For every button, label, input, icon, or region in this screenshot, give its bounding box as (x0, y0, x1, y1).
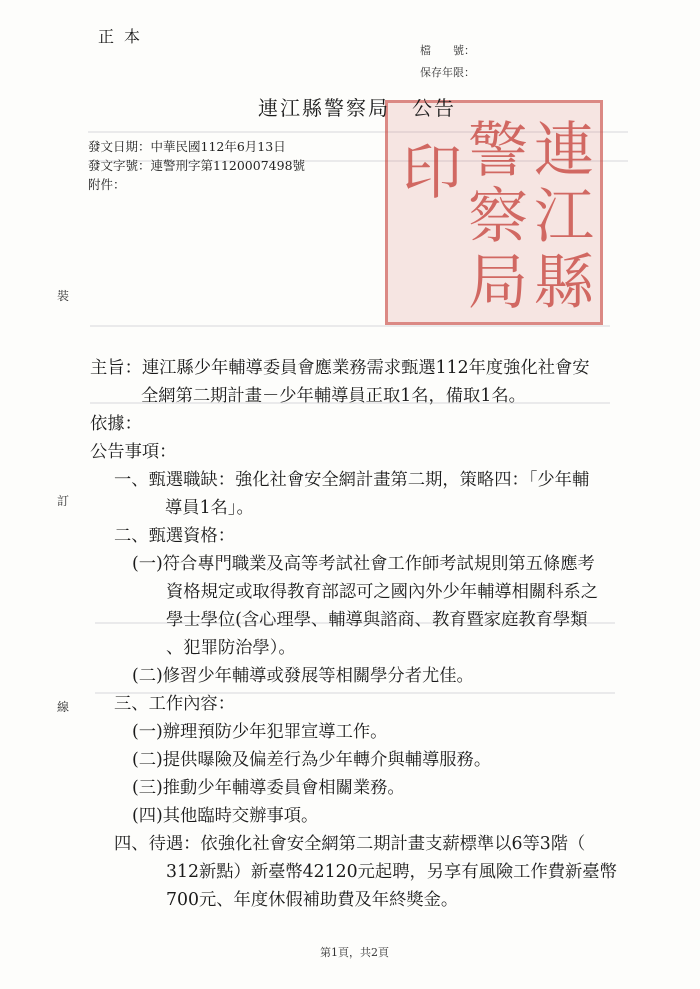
qualification-item: (一)符合專門職業及高等考試社會工作師考試規則第五條應考 (132, 554, 595, 574)
seal-glyph: 印 (402, 138, 462, 208)
binding-mark: 線 (57, 700, 70, 714)
dispatch-number: 發文字號：連警刑字第1120007498號 (88, 158, 306, 173)
compensation-cont: 700元、年度休假補助費及年終獎金。 (166, 890, 459, 910)
official-seal-stamp (385, 100, 603, 325)
bleed-through-line (90, 325, 610, 327)
retention-period-label: 保存年限： (420, 66, 475, 79)
attachment-label: 附件： (88, 177, 126, 192)
duty-item: (四)其他臨時交辦事項。 (132, 806, 319, 826)
duty-item: (一)辦理預防少年犯罪宣導工作。 (132, 722, 388, 742)
compensation-cont: 312新點）新臺幣42120元起聘，另享有風險工作費新臺幣 (166, 862, 617, 882)
section-compensation: 四、待遇：依強化社會安全網第二期計畫支薪標準以6等3階（ (114, 834, 586, 854)
document-title: 連江縣警察局 公告 (258, 96, 456, 120)
dispatch-date: 發文日期：中華民國112年6月13日 (88, 139, 286, 154)
binding-mark: 裝 (57, 289, 70, 303)
seal-glyph: 局 (468, 248, 528, 318)
binding-mark: 訂 (57, 494, 70, 508)
duty-item: (二)提供曝險及偏差行為少年轉介與輔導服務。 (132, 750, 492, 770)
seal-glyph: 連 (534, 116, 594, 186)
notice-heading: 公告事項： (90, 442, 177, 462)
seal-glyph: 察 (468, 182, 528, 252)
section-qualifications: 二、甄選資格： (114, 526, 235, 546)
qualification-item-cont: 學士學位(含心理學、輔導與諮商、教育暨家庭教育學類 (166, 610, 588, 630)
section-duties: 三、工作內容： (114, 694, 235, 714)
page-number: 第1頁，共2頁 (320, 946, 389, 959)
basis-label: 依據： (90, 414, 142, 434)
copy-label: 正本 (98, 27, 151, 46)
qualification-item-cont: 資格規定或取得教育部認可之國內外少年輔導相關科系之 (166, 582, 599, 602)
file-number-label: 檔 號： (420, 44, 475, 57)
seal-glyph: 江 (534, 182, 594, 252)
seal-glyph: 警 (468, 116, 528, 186)
subject-line: 主旨：連江縣少年輔導委員會應業務需求甄選112年度強化社會安 (90, 358, 590, 378)
section-vacancy: 一、甄選職缺：強化社會安全網計畫第二期，策略四：「少年輔 (114, 470, 590, 490)
qualification-item: (二)修習少年輔導或發展等相關學分者尤佳。 (132, 666, 474, 686)
seal-glyph: 縣 (534, 248, 594, 318)
subject-line: 全網第二期計畫－少年輔導員正取1名，備取1名。 (141, 386, 526, 406)
qualification-item-cont: 、犯罪防治學）。 (166, 638, 296, 658)
section-vacancy-cont: 導員1名」。 (165, 498, 254, 518)
duty-item: (三)推動少年輔導委員會相關業務。 (132, 778, 405, 798)
